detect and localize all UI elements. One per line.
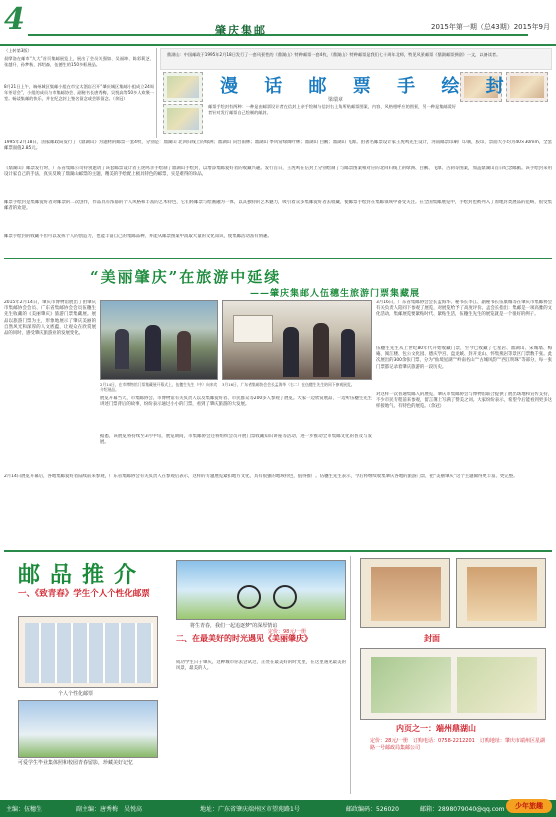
recommend-item-2-title: 二、在最美好的时光遇见《美丽肇庆》 [176, 634, 312, 643]
banner-text: 鼎湖山：中国邮政于1995年2月18日发行了一套风景性的《鼎湖山》特种邮票一套4枚，《鼎湖山》特种邮票是我们七十周年北师，特见风景邮票《鼎湖邮票拼剧》一文，以备读者。 [167, 52, 501, 57]
item2-price: 定价：98元/一册 [268, 629, 307, 635]
recommend-title: 邮品推介 [18, 562, 147, 588]
article2-p6: 3月16日，广东省集邮协会会长孟海华、秘书长李江、副秘书长伍康城等在肇庆市集邮协会有关负责人陪同下参观了展览，对展览给予了高度评价。孟会长指出：集邮是一项高雅的文化活动，集邮展览要紧贴时代、紧贴生活，伍穗生先生的展览就是一个很好的例子。 [376, 300, 552, 318]
stamp-image-left-2 [163, 104, 203, 134]
article2-title: “美丽肇庆”在旅游中延续 [90, 268, 282, 286]
issue-info: 2015年第一期（总43期）2015年9月 [431, 23, 550, 31]
footer-postcode: 邮政编码：526020 [346, 806, 399, 813]
cycling-photo [176, 560, 346, 620]
article1-title: 漫 话 邮 票 手 绘 封 [220, 76, 514, 97]
left-p3: 8月21日上午，端州城区集邮小组在市宝太酒店召开“肇庆城区集邮小组成立24周年茶话会”，小组的成员与市集邮协会、副秘书长唐秀梅，吴悦高等50多人欢聚一堂。畅谈集邮的快乐，并在纪念封上签名留念或会影留念。（余冠） [4, 84, 154, 101]
booklet-cover-image-2 [456, 558, 546, 628]
article1-p5: 邮票手绘封的收藏不但可以发挥个人的创造力，也能丰富自己的集邮品种，并能从邮票图案中汲取大量的文化知识，使集邮活动富有情趣。 [4, 234, 272, 239]
exhibition-photo-2 [222, 300, 372, 380]
footer-email: 邮箱：2898079040@qq.com [420, 806, 505, 813]
exhibition-photo-1 [100, 300, 218, 380]
bottom-column-divider [350, 556, 351, 794]
left-p1: （上转第3版） [4, 48, 32, 53]
recommend-item-1-title: 一、《致青春》学生个人个性化邮票 [18, 589, 150, 599]
banner-box [160, 48, 552, 70]
article2-p4: 据悉，该展览将持续至3月中旬，展览期间，市集邮协会还将组织会员开展门票收藏知识讲座等活动，进一步推动全市集邮文化的普及与发展。 [100, 434, 372, 446]
item2-desc: 成功学生日子肇庆，这种城市你去尝试过，正处在最美好的时光里，在这里遇见最美的风景，最美的人。 [176, 660, 346, 672]
article2-p2: 伍穗生先生从上世纪80年代开始收藏门票，至今已收藏了七星岩、鼎湖山、宋城墙、梅庵、阅江楼、包公文化园、德庆学宫、盘龙峡、封开龙山、怀集燕岩等景区门票数千张。此次展出的300余张门票，分为“仙境星湖”“岭南名山”“古城风韵”“西江明珠”等部分，每一张门票都记录着肇庆旅游的一段历史。 [376, 346, 552, 370]
page-header [0, 0, 556, 46]
article1-p1: 邮票手绘封有两种：一种是由邮票设计者在信封上亲手绘制与信封右上角所贴邮票图案，内容、风格相呼应的图景，另一种是集邮爱好者针对发行邮票自己绘制的邮封。 [208, 104, 456, 115]
footer-editor: 主编：伍穗生 [6, 806, 43, 813]
article1-p4: 邮票手绘封是集邮爱好者对邮票的二次创作，作品具有浓郁的个人风格和丰富的艺术特色，它们将邮票与绘画融为一体，以其独特的艺术魅力，吸引着众多集邮爱好者去收藏，使邮票手绘封在集邮领域中备受关注。在全国集邮展览中，手绘封也被列入了原地封类展品的范畴，很受集邮者的欢迎。 [4, 200, 552, 212]
item1-desc: 可爱学生毕业集体照和校园青春留影，珍藏美好记忆 [18, 760, 134, 766]
article2-p1: 2015年2月14日，肇庆市博物馆展出了由肇庆市集邮协会会员、广东省集邮协会会员伍穗生先生收藏的《美丽肇庆》旅游门票集藏展。展品以旅游门票为主，形象地展示了肇庆美丽的自然风光和深厚的人文底蕴，让观众在欣赏展品的同时，感受肇庆旅游业的发展变化。 [4, 300, 96, 337]
bottom-divider [4, 550, 552, 552]
footer-deputy: 副主编：唐秀梅 吴悦高 [76, 806, 143, 813]
article1-p2: 1995年2月18日，国家邮政局发行了《鼎湖山》为题材的邮票一套4枚，分别是：鼎湖山 北回归线上的绿洲；鼎湖山 向台雨林；鼎湖山 季风常绿阔叶林；鼎湖山 白鹇；鼎湖山 飞瀑。由著名邮票设计家王虎鸣先生设计，河南邮票印刷厂印制，胶印，票面大小均为40×30mm，全套邮票面值2.85元。 [4, 140, 552, 152]
paper-name: 肇庆集邮 [215, 24, 267, 37]
article1-p3: 《鼎湖山》邮票发行时，广东省集邮公司特别邀请了该套邮票设计者王虎鸣亲手绘制了鼎湖山手绘封，以增添集邮爱好者的收藏兴趣。发行首日，王虎鸣在信封上分别绘制了与邮票图案相对应的北回归线上的绿洲、白鹇、飞瀑、古刹等图案，加盖鼎湖山首日纪念邮戳。该手绘封采用设计家自己的手法，真实反映了鼎湖山邮票的主题，精美的手绘配上极具特色的邮票，实是难得的珍品。 [4, 166, 552, 178]
article1-byline: 梁瑞章 [328, 97, 344, 103]
booklet-inner-page [360, 648, 546, 720]
article2-p7: 对这样一次普通集邮人的展览，肇庆市集邮协会与博物馆联合提供了展出场地和宣传支持，不少市民专程前来参观，留言簿上写满了赞美之词。大家纷纷表示，希望今后能看到更多这样接地气、有特色的展览。（余冠） [376, 392, 552, 410]
booklet-contact: 定价：28元/一册 订购电话：0758-2212201 订购地址：肇庆市端州区星湖路一号邮政局集邮公司 [370, 738, 545, 751]
cover-label: 封面 [424, 634, 440, 643]
article2-p5: 2月14日展览开幕后，各地集邮爱好者陆续前来参观，广东省集邮协会有关负责人在参观后表示，这样的专题展览紧扣地方文化，具有很强的地域特色，值得推广。伍穗生先生表示，今后将继续收集肇庆各地的旅游门票，把“美丽肇庆”这个主题做得更丰富、更完整。 [4, 474, 518, 479]
page-footer [0, 800, 556, 817]
item2-caption-a: 将生青春，我们一起追逐梦"的深厚情谊 [190, 623, 278, 629]
site-logo-badge: 少年旅趣 [506, 799, 552, 813]
stamp-image-left-1 [163, 72, 203, 102]
footer-address: 地址：广东省肇庆端州区市望苑路1号 [200, 806, 300, 813]
photo-2-caption: 3月16日，广东省集邮协会会长孟海华（右二）在伍穗生先生陪同下参观展览。 [222, 382, 355, 387]
article2-p3: 展览开幕当天，市集邮协会、市博物馆有关负责人以及集邮爱好者、市民群众等200多人参观了展览。大家一边欣赏展品，一边听伍穗生先生讲述门票背后的故事，纷纷表示通过小小的门票，看到了肇庆旅游的大发展。 [100, 396, 372, 408]
booklet-cover-image-1 [360, 558, 450, 628]
page-number: 4 [4, 2, 25, 37]
personalized-stamp-sheet [18, 616, 158, 688]
inner-page-label: 内页之一：端州鼎湖山 [396, 724, 476, 733]
section-divider [4, 258, 552, 259]
header-rule [28, 34, 528, 36]
left-column [4, 48, 154, 140]
column-divider [156, 48, 157, 138]
item1-caption: 个人个性化邮票 [58, 691, 94, 697]
photo-1-caption: 2月14日，在市博物馆门票集藏展开幕式上，伍穗生先生（中）向来宾介绍展品。 [100, 382, 218, 392]
graduation-photo [18, 700, 158, 758]
left-p2: 叔摩洛在邮市“九大”首页集邮展览上，展出了会员关强如、吴福坤、陈彩莉芝、张越升、孙梦秋、郭绍森，伍德生的150多框展品。 [4, 56, 154, 67]
article2-subtitle: ——肇庆集邮人伍穗生旅游门票集藏展 [250, 289, 421, 299]
